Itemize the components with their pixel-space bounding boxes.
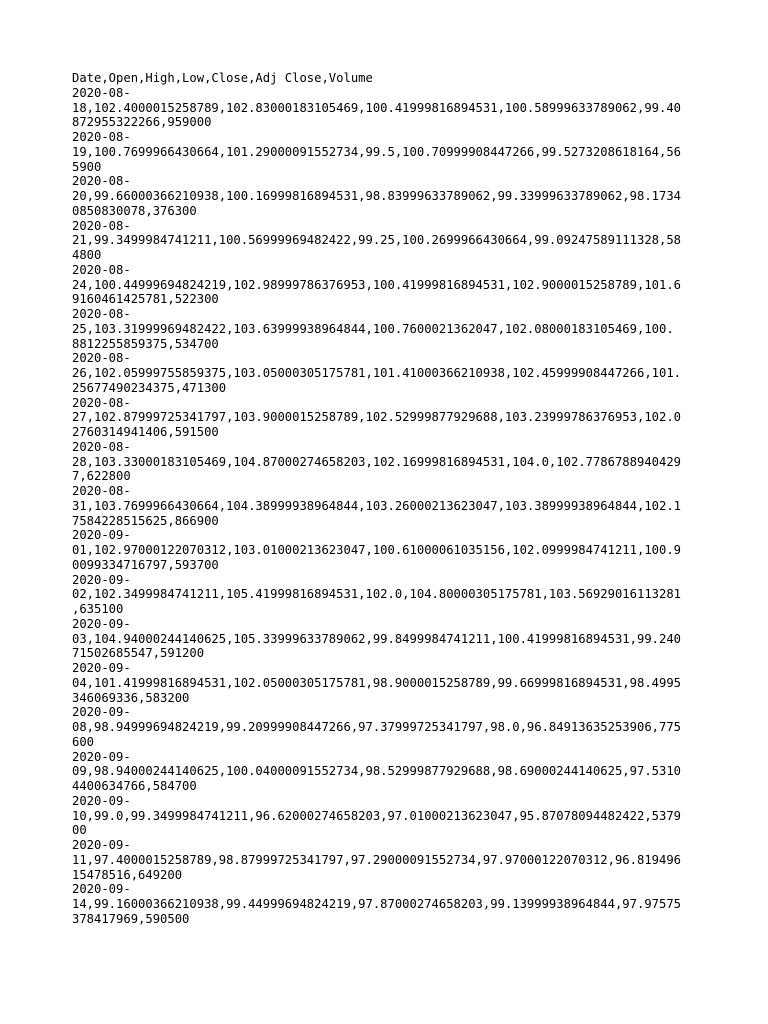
csv-data-line: 2020-09- [72,749,131,764]
csv-data-line: 28,103.33000183105469,104.87000274658203,102.16999816894531,104.0,102.7786788940429 [72,454,682,469]
csv-data-line: 4400634766,584700 [72,779,197,793]
csv-data-line: 346069336,583200 [72,690,190,705]
csv-data-line: 25677490234375,471300 [72,380,227,395]
csv-data-line: 2020-09- [72,793,131,808]
csv-data-line: 04,101.41999816894531,102.05000305175781,98.9000015258789,99.66999816894531,98.4995 [72,675,682,690]
csv-data-line: 14,99.16000366210938,99.44999694824219,97.87000274658203,99.13999938964844,97.97575 [72,897,682,911]
csv-data-line: 18,102.4000015258789,102.83000183105469,100.41999816894531,100.58999633789062,99.40 [72,100,682,115]
csv-data-line: 2020-08- [72,262,131,277]
csv-data-line: 2020-08- [72,395,131,410]
csv-data-line: 8812255859375,534700 [72,336,219,351]
csv-data-line: ,635100 [72,602,124,616]
csv-text-document [72,71,712,927]
csv-data-line: 7,622800 [72,469,131,484]
csv-data-line: 600 [72,734,95,749]
csv-data-line: 24,100.44999694824219,102.98999786376953,100.41999816894531,102.9000015258789,101.6 [72,277,682,292]
csv-data-line: 2020-08- [72,351,131,366]
csv-header-line: Date,Open,High,Low,Close,Adj Close,Volume [72,71,373,85]
csv-data-line: 2020-08- [72,307,131,321]
csv-data-line: 2020-08- [72,174,131,189]
csv-data-line: 2020-08- [72,130,131,144]
csv-data-line: 2020-08- [72,85,131,100]
csv-data-line: 21,99.3499984741211,100.56999969482422,99.25,100.2699966430664,99.09247589111328,58 [72,233,682,248]
csv-data-line: 2020-09- [72,882,131,897]
csv-data-line: 2020-09- [72,838,131,852]
csv-data-line: 27,102.87999725341797,103.9000015258789,102.52999877929688,103.23999786376953,102.0 [72,410,682,425]
csv-data-line: 5900 [72,159,102,174]
csv-data-line: 26,102.05999755859375,103.05000305175781,101.41000366210938,102.45999908447266,101. [72,366,682,380]
csv-data-line: 2020-09- [72,661,131,675]
csv-data-line: 2020-09- [72,616,131,631]
csv-data-line: 872955322266,959000 [72,115,212,130]
csv-data-line: 2760314941406,591500 [72,425,219,439]
csv-data-line: 01,102.97000122070312,103.01000213623047,100.61000061035156,102.0999984741211,100.9 [72,543,682,557]
csv-data-line: 0099334716797,593700 [72,557,219,572]
csv-data-line: 0850830078,376300 [72,203,197,218]
csv-data-line: 25,103.31999969482422,103.63999938964844,100.7600021362047,102.08000183105469,100. [72,321,674,336]
csv-data-line: 2020-09- [72,572,131,587]
csv-data-line: 15478516,649200 [72,867,183,882]
csv-data-line: 00 [72,823,87,838]
csv-data-line: 71502685547,591200 [72,646,205,661]
csv-data-line: 7584228515625,866900 [72,513,219,528]
csv-data-line: 11,97.4000015258789,98.87999725341797,97.29000091552734,97.97000122070312,96.819496 [72,852,682,867]
csv-data-line: 2020-09- [72,528,131,543]
csv-data-line: 378417969,590500 [72,911,190,926]
csv-data-line: 4800 [72,248,102,262]
csv-data-line: 19,100.7699966430664,101.29000091552734,99.5,100.70999908447266,99.5273208618164,56 [72,144,682,159]
csv-data-line: 2020-08- [72,218,131,233]
csv-data-line: 10,99.0,99.3499984741211,96.62000274658203,97.01000213623047,95.87078094482422,5379 [72,808,682,823]
csv-data-line: 31,103.7699966430664,104.38999938964844,103.26000213623047,103.38999938964844,102.1 [72,498,682,513]
csv-data-line: 2020-08- [72,484,131,498]
csv-data-line: 2020-09- [72,705,131,720]
csv-data-line: 09,98.94000244140625,100.04000091552734,98.52999877929688,98.69000244140625,97.5310 [72,764,682,779]
csv-data-line: 9160461425781,522300 [72,292,219,307]
csv-data-line: 20,99.66000366210938,100.16999816894531,98.83999633789062,99.33999633789062,98.1734 [72,189,682,203]
csv-data-line: 08,98.94999694824219,99.20999908447266,97.37999725341797,98.0,96.84913635253906,775 [72,720,682,734]
csv-data-line: 02,102.3499984741211,105.41999816894531,102.0,104.80000305175781,103.56929016113281 [72,587,682,602]
csv-data-line: 03,104.94000244140625,105.33999633789062,99.8499984741211,100.41999816894531,99.240 [72,631,682,646]
csv-data-line: 2020-08- [72,439,131,454]
